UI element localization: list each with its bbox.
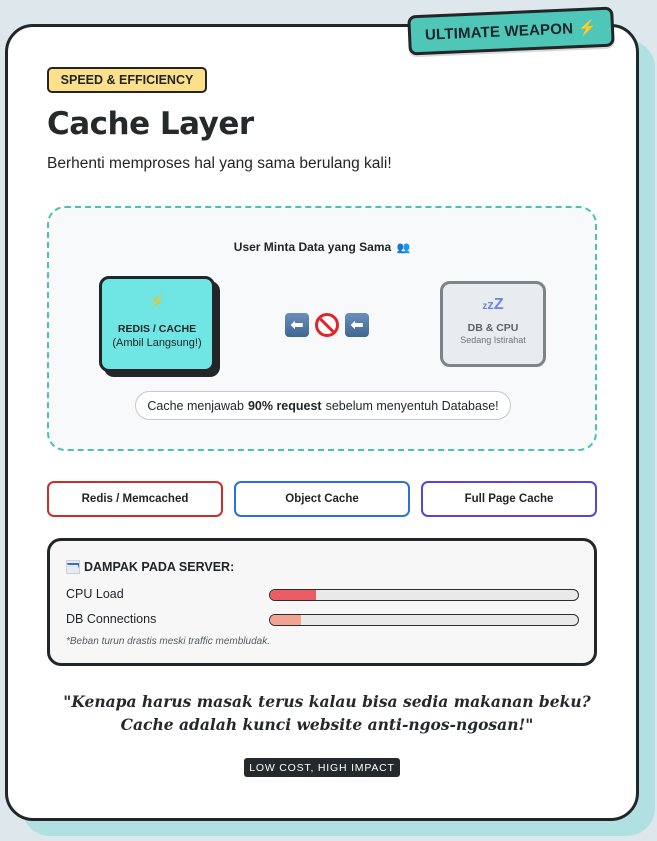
- quote-line-1: "Kenapa harus masak terus kalau bisa sedia makanan beku?: [63, 692, 591, 711]
- cpu-load-bar: [269, 589, 579, 601]
- impact-title-text: DAMPAK PADA SERVER:: [84, 560, 235, 574]
- cache-type-object-cache[interactable]: Object Cache: [234, 481, 410, 517]
- diagram-heading: [49, 240, 595, 254]
- pill-suffix: sebelum menyentuh Database!: [325, 398, 499, 413]
- cache-hit-pill: [135, 391, 511, 420]
- page-title: Cache Layer: [47, 106, 254, 142]
- left-arrow-icon: ⬅: [285, 313, 309, 337]
- db-node: [440, 281, 546, 367]
- db-connections-bar: [269, 614, 579, 626]
- request-flow: [285, 313, 369, 337]
- quote-line-2: Cache adalah kunci website anti-ngos-ngosan!": [120, 715, 534, 734]
- db-node-name: DB & CPU: [467, 322, 519, 334]
- metric-label-cpu: CPU Load: [66, 587, 124, 601]
- ribbon-label: ULTIMATE WEAPON: [424, 19, 574, 44]
- metric-label-db: DB Connections: [66, 612, 157, 626]
- db-node-sub: Sedang Istirahat: [460, 335, 526, 345]
- users-icon: 👥: [396, 242, 411, 254]
- category-tag: SPEED & EFFICIENCY: [47, 67, 207, 93]
- cache-type-redis-memcached[interactable]: Redis / Memcached: [47, 481, 223, 517]
- cpu-load-fill: [270, 590, 316, 600]
- cache-type-full-page-cache[interactable]: Full Page Cache: [421, 481, 597, 517]
- server-impact-panel: [47, 538, 597, 666]
- prohibited-icon: [315, 313, 339, 337]
- sleeping-zzz-icon: zzZ: [482, 296, 504, 313]
- cache-types: [47, 481, 597, 517]
- impact-note: *Beban turun drastis meski traffic membludak.: [66, 636, 270, 647]
- cache-node: [99, 276, 215, 372]
- db-connections-fill: [270, 615, 301, 625]
- cache-flow-diagram: [47, 206, 597, 451]
- chart-decreasing-icon: [66, 560, 80, 574]
- quote: [47, 690, 607, 736]
- page-subtitle: Berhenti memproses hal yang sama berulang kali!: [47, 155, 392, 172]
- cache-node-sub: (Ambil Langsung!): [112, 337, 202, 349]
- pill-prefix: Cache menjawab: [147, 398, 244, 413]
- pill-highlight: 90% request: [247, 398, 322, 413]
- lightning-icon: ⚡: [149, 290, 165, 315]
- impact-title: [66, 560, 234, 574]
- footer-tag: LOW COST, HIGH IMPACT: [244, 758, 400, 777]
- diagram-heading-text: User Minta Data yang Sama: [233, 240, 392, 254]
- lightning-icon: ⚡: [577, 19, 598, 38]
- left-arrow-icon: ⬅: [345, 313, 369, 337]
- cache-node-name: REDIS / CACHE: [117, 323, 197, 335]
